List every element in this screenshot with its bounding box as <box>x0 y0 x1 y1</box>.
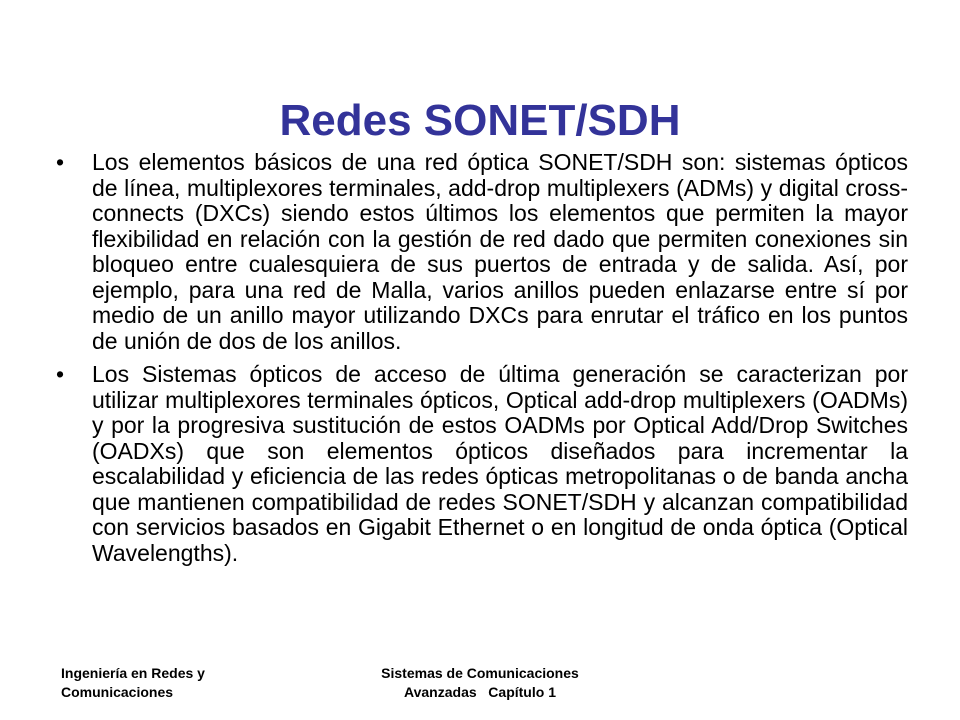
footer-left-line2: Comunicaciones <box>61 684 174 700</box>
footer-center-line1: Sistemas de Comunicaciones <box>381 665 579 681</box>
slide-title: Redes SONET/SDH <box>279 96 681 146</box>
footer-left <box>61 664 205 702</box>
bullet-icon: • <box>56 361 65 387</box>
bullet-item <box>56 362 908 566</box>
bullet-list <box>56 150 908 574</box>
bullet-text: Los Sistemas ópticos de acceso de última generación se caracterizan por utilizar multiplexores terminales ópticos, Optical add-drop multiplexers (OADMs) y por la progresiva sustitución de estos OADMs por Optical Add/Drop Switches (OADXs) que son elementos ópticos diseñados para incrementar la escalabilidad y eficiencia de las redes ópticas metropolitanas o de banda ancha que mantienen compatibilidad de redes SONET/SDH y alcanzan compatibilidad con servicios basados en Gigabit Ethernet o en longitud de onda óptica (Optical Wavelengths). <box>92 361 908 566</box>
footer-center-line2: Avanzadas Capítulo 1 <box>404 684 556 700</box>
footer-left-line1: Ingeniería en Redes y <box>61 665 205 681</box>
bullet-icon: • <box>56 149 65 175</box>
bullet-text: Los elementos básicos de una red óptica SONET/SDH son: sistemas ópticos de línea, multiplexores terminales, add-drop multiplexers (ADMs) y digital cross-connects (DXCs) siendo estos últimos los elementos que permiten la mayor flexibilidad en relación con la gestión de red dado que permiten conexiones sin bloqueo entre cualesquiera de sus puertos de entrada y de salida. Así, por ejemplo, para una red de Malla, varios anillos pueden enlazarse entre sí por medio de un anillo mayor utilizando DXCs para enrutar el tráfico en los puntos de unión de dos de los anillos. <box>92 149 908 354</box>
footer-center <box>330 664 630 702</box>
bullet-item <box>56 150 908 354</box>
